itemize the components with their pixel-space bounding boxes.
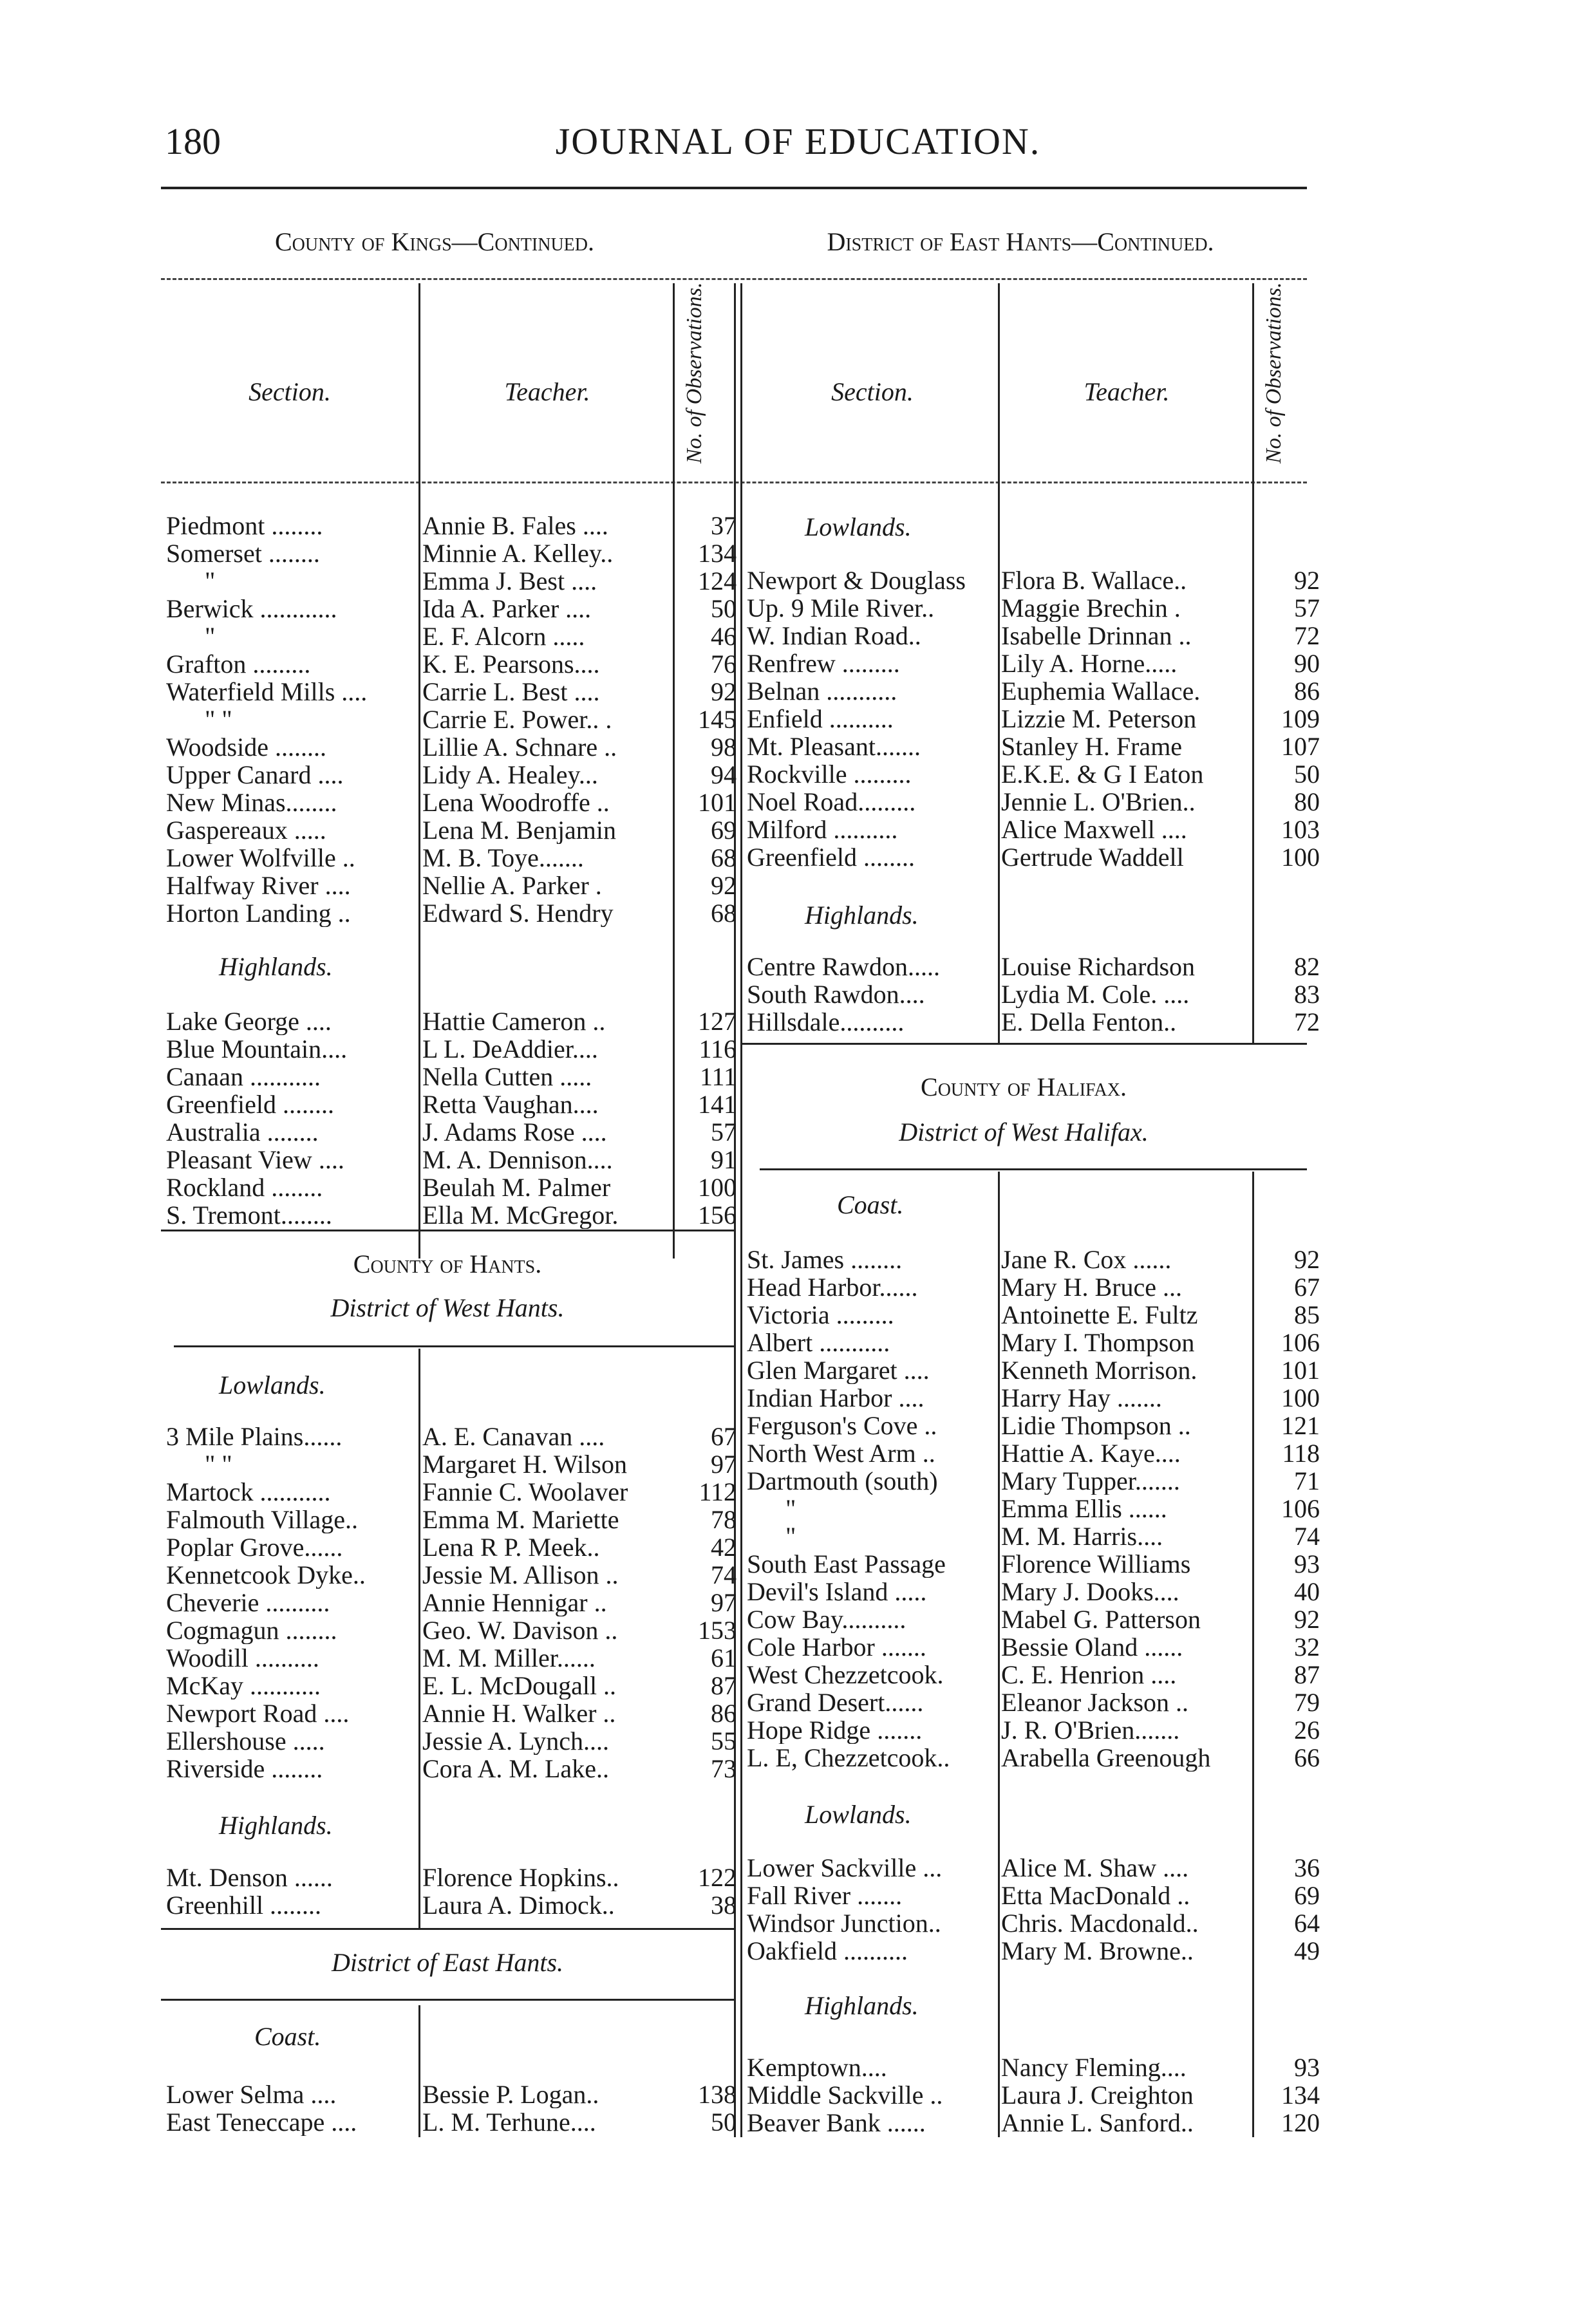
teacher-cell: L. M. Terhune.... — [422, 2108, 596, 2136]
observations-cell: 71 — [1294, 1467, 1320, 1495]
section-cell: Hope Ridge ....... — [747, 1716, 923, 1744]
section-cell: " — [785, 1495, 796, 1522]
section-cell: Hillsdale.......... — [747, 1008, 905, 1036]
east-hants-rule — [161, 1999, 734, 2001]
observations-cell: 109 — [1281, 705, 1320, 733]
section-cell: Australia ........ — [166, 1118, 319, 1146]
west-hants-title: District of West Hants. — [330, 1293, 565, 1322]
observations-cell: 92 — [711, 872, 737, 899]
observations-cell: 36 — [1294, 1854, 1320, 1882]
teacher-cell: Annie B. Fales .... — [422, 512, 608, 539]
left-teacher-header: Teacher. — [504, 377, 590, 406]
teacher-cell: Lily A. Horne..... — [1001, 650, 1178, 677]
observations-cell: 55 — [711, 1727, 737, 1755]
east-hants-title: District of East Hants. — [331, 1948, 564, 1977]
observations-cell: 49 — [1294, 1937, 1320, 1965]
teacher-cell: Annie H. Walker .. — [422, 1699, 616, 1727]
teacher-cell: L L. DeAddier.... — [422, 1035, 598, 1063]
teacher-cell: Cora A. M. Lake.. — [422, 1755, 609, 1782]
page-number: 180 — [165, 120, 221, 162]
observations-cell: 72 — [1294, 1008, 1320, 1036]
teacher-cell: Geo. W. Davison .. — [422, 1616, 618, 1644]
section-cell: " — [205, 622, 216, 650]
observations-cell: 42 — [711, 1533, 737, 1561]
left-observations-header: No. of Observations. — [682, 282, 706, 463]
teacher-cell: Nancy Fleming.... — [1001, 2054, 1187, 2081]
observations-cell: 92 — [711, 678, 737, 706]
section-cell: Horton Landing .. — [166, 899, 351, 927]
observations-cell: 116 — [699, 1035, 737, 1063]
observations-cell: 87 — [1294, 1661, 1320, 1689]
right-teacher-header: Teacher. — [1084, 377, 1170, 406]
observations-cell: 37 — [711, 512, 737, 539]
teacher-cell: Carrie E. Power.. . — [422, 706, 612, 733]
teacher-cell: M. B. Toye....... — [422, 844, 584, 872]
observations-cell: 73 — [711, 1755, 737, 1782]
section-cell: Glen Margaret .... — [747, 1356, 930, 1384]
observations-cell: 103 — [1281, 816, 1320, 843]
teacher-cell: Lillie A. Schnare .. — [422, 733, 617, 761]
teacher-cell: Florence Hopkins.. — [422, 1864, 619, 1891]
halifax-title: County of Halifax. — [921, 1072, 1127, 1101]
observations-cell: 98 — [711, 733, 737, 761]
observations-cell: 67 — [1294, 1273, 1320, 1301]
observations-cell: 78 — [711, 1506, 737, 1533]
section-cell: Ellershouse ..... — [166, 1727, 325, 1755]
section-cell: North West Arm .. — [747, 1439, 935, 1467]
center-divider-b — [740, 283, 742, 2137]
teacher-cell: E. Della Fenton.. — [1001, 1008, 1177, 1036]
left-section-header: Section. — [249, 377, 331, 406]
observations-cell: 134 — [1281, 2081, 1320, 2109]
section-cell: Riverside ........ — [166, 1755, 323, 1782]
teacher-cell: Bessie P. Logan.. — [422, 2081, 599, 2108]
observations-cell: 145 — [698, 706, 737, 733]
observations-cell: 93 — [1294, 1550, 1320, 1578]
observations-cell: 76 — [711, 650, 737, 678]
observations-cell: 80 — [1294, 788, 1320, 816]
teacher-cell: Florence Williams — [1001, 1550, 1191, 1578]
section-cell: Victoria ......... — [747, 1301, 894, 1329]
teacher-cell: Lizzie M. Peterson — [1001, 705, 1197, 733]
teacher-cell: Antoinette E. Fultz — [1001, 1301, 1198, 1329]
observations-cell: 32 — [1294, 1633, 1320, 1661]
left-top-title: County of Kings—Continued. — [275, 227, 594, 256]
section-cell: Piedmont ........ — [166, 512, 323, 539]
observations-cell: 156 — [698, 1201, 737, 1229]
section-cell: Fall River ....... — [747, 1882, 903, 1909]
west-highlands-label: Highlands. — [219, 1811, 333, 1840]
section-cell: Lower Sackville ... — [747, 1854, 943, 1882]
teacher-cell: Lydia M. Cole. .... — [1001, 980, 1190, 1008]
right-top-title: District of East Hants—Continued. — [827, 227, 1214, 256]
observations-cell: 86 — [1294, 677, 1320, 705]
section-cell: Milford .......... — [747, 816, 898, 843]
teacher-cell: Emma J. Best .... — [422, 567, 597, 595]
teacher-cell: Louise Richardson — [1001, 953, 1196, 980]
left-col-divider-1c — [418, 2005, 420, 2137]
section-cell: " " — [205, 1450, 232, 1478]
observations-cell: 40 — [1294, 1578, 1320, 1605]
teacher-cell: Lena M. Benjamin — [422, 816, 617, 844]
observations-cell: 26 — [1294, 1716, 1320, 1744]
observations-cell: 50 — [1294, 760, 1320, 788]
teacher-cell: Nella Cutten ..... — [422, 1063, 592, 1090]
teacher-cell: Emma M. Mariette — [422, 1506, 619, 1533]
section-cell: Poplar Grove...... — [166, 1533, 343, 1561]
teacher-cell: Laura A. Dimock.. — [422, 1891, 615, 1919]
section-cell: Cheverie .......... — [166, 1589, 330, 1616]
teacher-cell: Retta Vaughan.... — [422, 1090, 599, 1118]
section-cell: Somerset ........ — [166, 539, 320, 567]
teacher-cell: Mary Tupper....... — [1001, 1467, 1180, 1495]
teacher-cell: Eleanor Jackson .. — [1001, 1689, 1189, 1716]
teacher-cell: Gertrude Waddell — [1001, 843, 1184, 871]
west-lowlands-label: Lowlands. — [219, 1371, 326, 1399]
section-cell: S. Tremont........ — [166, 1201, 332, 1229]
section-cell: Rockland ........ — [166, 1174, 323, 1201]
section-cell: L. E, Chezzetcook.. — [747, 1744, 950, 1772]
observations-cell: 100 — [1281, 1384, 1320, 1412]
observations-cell: 72 — [1294, 622, 1320, 650]
section-cell: Mt. Denson ...... — [166, 1864, 333, 1891]
observations-cell: 141 — [698, 1090, 737, 1118]
teacher-cell: Ida A. Parker .... — [422, 595, 592, 622]
teacher-cell: Mary H. Bruce ... — [1001, 1273, 1183, 1301]
teacher-cell: C. E. Henrion .... — [1001, 1661, 1177, 1689]
observations-cell: 83 — [1294, 980, 1320, 1008]
observations-cell: 90 — [1294, 650, 1320, 677]
section-cell: Ferguson's Cove .. — [747, 1412, 937, 1439]
observations-cell: 94 — [711, 761, 737, 789]
observations-cell: 74 — [1294, 1522, 1320, 1550]
section-cell: Waterfield Mills .... — [166, 678, 368, 706]
section-cell: Windsor Junction.. — [747, 1909, 941, 1937]
teacher-cell: Emma Ellis ...... — [1001, 1495, 1167, 1522]
west-halifax-rule — [760, 1168, 1307, 1170]
hants-title: County of Hants. — [353, 1249, 542, 1278]
teacher-cell: Lena Woodroffe .. — [422, 789, 610, 816]
observations-cell: 61 — [711, 1644, 737, 1672]
section-cell: Halfway River .... — [166, 872, 351, 899]
observations-cell: 57 — [711, 1118, 737, 1146]
teacher-cell: Chris. Macdonald.. — [1001, 1909, 1199, 1937]
section-cell: West Chezzetcook. — [747, 1661, 944, 1689]
section-cell: " — [785, 1522, 796, 1550]
section-cell: Canaan ........... — [166, 1063, 321, 1090]
section-cell: Belnan ........... — [747, 677, 897, 705]
section-cell: Lower Selma .... — [166, 2081, 337, 2108]
east-lowlands-label: Lowlands. — [805, 512, 912, 541]
observations-cell: 86 — [711, 1699, 737, 1727]
teacher-cell: J. R. O'Brien....... — [1001, 1716, 1180, 1744]
observations-cell: 97 — [711, 1589, 737, 1616]
section-cell: Grafton ......... — [166, 650, 311, 678]
teacher-cell: Annie L. Sanford.. — [1001, 2109, 1194, 2137]
east-highlands-label: Highlands. — [805, 901, 919, 930]
teacher-cell: Hattie A. Kaye.... — [1001, 1439, 1181, 1467]
observations-cell: 87 — [711, 1672, 737, 1699]
section-cell: East Teneccape .... — [166, 2108, 357, 2136]
teacher-cell: M. A. Dennison.... — [422, 1146, 613, 1174]
section-cell: Kennetcook Dyke.. — [166, 1561, 366, 1589]
section-cell: Greenfield ........ — [166, 1090, 335, 1118]
teacher-cell: Annie Hennigar .. — [422, 1589, 607, 1616]
observations-cell: 153 — [698, 1616, 737, 1644]
halifax-top-rule — [740, 1043, 1307, 1045]
observations-cell: 112 — [699, 1478, 737, 1506]
observations-cell: 100 — [1281, 843, 1320, 871]
observations-cell: 101 — [1281, 1356, 1320, 1384]
right-section-header: Section. — [831, 377, 914, 406]
section-cell: Berwick ............ — [166, 595, 337, 622]
teacher-cell: Mary I. Thompson — [1001, 1329, 1195, 1356]
section-cell: Grand Desert...... — [747, 1689, 924, 1716]
observations-cell: 101 — [698, 789, 737, 816]
section-cell: Lower Wolfville .. — [166, 844, 355, 872]
west-hants-rule — [174, 1345, 734, 1347]
section-cell: " " — [205, 706, 232, 733]
teacher-cell: Euphemia Wallace. — [1001, 677, 1201, 705]
teacher-cell: Ella M. McGregor. — [422, 1201, 619, 1229]
teacher-cell: Arabella Greenough — [1001, 1744, 1211, 1772]
observations-cell: 93 — [1294, 2054, 1320, 2081]
teacher-cell: Lena R P. Meek.. — [422, 1533, 600, 1561]
section-cell: Martock ........... — [166, 1478, 331, 1506]
teacher-cell: Alice M. Shaw .... — [1001, 1854, 1189, 1882]
observations-cell: 91 — [711, 1146, 737, 1174]
teacher-cell: Harry Hay ....... — [1001, 1384, 1162, 1412]
observations-cell: 106 — [1281, 1495, 1320, 1522]
section-cell: South East Passage — [747, 1550, 946, 1578]
observations-cell: 82 — [1294, 953, 1320, 980]
teacher-cell: E. L. McDougall .. — [422, 1672, 617, 1699]
observations-cell: 68 — [711, 844, 737, 872]
kings-highlands-label: Highlands. — [219, 952, 333, 981]
teacher-cell: Jessie M. Allison .. — [422, 1561, 619, 1589]
section-cell: Centre Rawdon..... — [747, 953, 940, 980]
halifax-highlands-label: Highlands. — [805, 1991, 919, 2020]
observations-cell: 121 — [1281, 1412, 1320, 1439]
teacher-cell: Margaret H. Wilson — [422, 1450, 627, 1478]
section-cell: St. James ........ — [747, 1246, 903, 1273]
observations-cell: 106 — [1281, 1329, 1320, 1356]
section-cell: 3 Mile Plains...... — [166, 1423, 343, 1450]
east-hants-top-rule — [161, 1928, 734, 1930]
section-cell: Woodside ........ — [166, 733, 326, 761]
section-cell: Renfrew ......... — [747, 650, 900, 677]
top-dashed-rule — [161, 278, 1307, 280]
section-cell: " — [205, 567, 216, 595]
section-cell: Beaver Bank ...... — [747, 2109, 926, 2137]
observations-cell: 85 — [1294, 1301, 1320, 1329]
section-cell: Noel Road......... — [747, 788, 916, 816]
section-cell: New Minas........ — [166, 789, 337, 816]
section-cell: Devil's Island ..... — [747, 1578, 927, 1605]
teacher-cell: E.K.E. & G I Eaton — [1001, 760, 1204, 788]
observations-cell: 97 — [711, 1450, 737, 1478]
teacher-cell: M. M. Harris.... — [1001, 1522, 1163, 1550]
teacher-cell: Flora B. Wallace.. — [1001, 566, 1187, 594]
section-cell: Albert ........... — [747, 1329, 890, 1356]
section-cell: Newport & Douglass — [747, 566, 966, 594]
teacher-cell: Carrie L. Best .... — [422, 678, 600, 706]
teacher-cell: Fannie C. Woolaver — [422, 1478, 628, 1506]
west-halifax-title: District of West Halifax. — [899, 1118, 1149, 1146]
teacher-cell: Maggie Brechin . — [1001, 594, 1181, 622]
teacher-cell: Bessie Oland ...... — [1001, 1633, 1183, 1661]
observations-cell: 127 — [698, 1007, 737, 1035]
section-cell: South Rawdon.... — [747, 980, 925, 1008]
section-cell: Greenfield ........ — [747, 843, 915, 871]
observations-cell: 66 — [1294, 1744, 1320, 1772]
right-observations-header: No. of Observations. — [1262, 282, 1286, 463]
section-cell: Up. 9 Mile River.. — [747, 594, 935, 622]
right-col-divider-1a — [998, 283, 1000, 1043]
journal-title: JOURNAL OF EDUCATION. — [555, 120, 1041, 162]
observations-cell: 69 — [711, 816, 737, 844]
section-cell: Blue Mountain.... — [166, 1035, 348, 1063]
east-coast-label: Coast. — [254, 2022, 321, 2051]
observations-cell: 68 — [711, 899, 737, 927]
teacher-cell: Lidie Thompson .. — [1001, 1412, 1191, 1439]
section-cell: Dartmouth (south) — [747, 1467, 938, 1495]
hants-top-rule — [161, 1230, 734, 1231]
teacher-cell: Isabelle Drinnan .. — [1001, 622, 1192, 650]
teacher-cell: Alice Maxwell .... — [1001, 816, 1187, 843]
left-col-divider-1 — [418, 283, 420, 1258]
teacher-cell: Edward S. Hendry — [422, 899, 614, 927]
observations-cell: 122 — [698, 1864, 737, 1891]
section-cell: Newport Road .... — [166, 1699, 350, 1727]
observations-cell: 79 — [1294, 1689, 1320, 1716]
teacher-cell: Mary M. Browne.. — [1001, 1937, 1194, 1965]
observations-cell: 50 — [711, 595, 737, 622]
teacher-cell: Jane R. Cox ...... — [1001, 1246, 1172, 1273]
section-cell: Rockville ......... — [747, 760, 912, 788]
observations-cell: 100 — [698, 1174, 737, 1201]
observations-cell: 118 — [1282, 1439, 1320, 1467]
section-cell: Kemptown.... — [747, 2054, 887, 2081]
observations-cell: 111 — [699, 1063, 737, 1090]
left-col-divider-1b — [418, 1349, 420, 1928]
section-cell: Cole Harbor ....... — [747, 1633, 926, 1661]
section-cell: Lake George .... — [166, 1007, 332, 1035]
teacher-cell: Jennie L. O'Brien.. — [1001, 788, 1196, 816]
section-cell: Falmouth Village.. — [166, 1506, 358, 1533]
section-cell: Gaspereaux ..... — [166, 816, 326, 844]
teacher-cell: Lidy A. Healey... — [422, 761, 598, 789]
section-cell: Woodill .......... — [166, 1644, 319, 1672]
section-cell: McKay ........... — [166, 1672, 321, 1699]
observations-cell: 134 — [698, 539, 737, 567]
section-cell: Greenhill ........ — [166, 1891, 322, 1919]
teacher-cell: Laura J. Creighton — [1001, 2081, 1194, 2109]
observations-cell: 67 — [711, 1423, 737, 1450]
section-cell: Oakfield .......... — [747, 1937, 908, 1965]
observations-cell: 92 — [1294, 1246, 1320, 1273]
section-cell: Middle Sackville .. — [747, 2081, 943, 2109]
teacher-cell: Stanley H. Frame — [1001, 733, 1183, 760]
teacher-cell: A. E. Canavan .... — [422, 1423, 605, 1450]
observations-cell: 50 — [711, 2108, 737, 2136]
observations-cell: 107 — [1281, 733, 1320, 760]
section-cell: Pleasant View .... — [166, 1146, 344, 1174]
section-cell: Upper Canard .... — [166, 761, 344, 789]
observations-cell: 46 — [711, 622, 737, 650]
halifax-coast-label: Coast. — [837, 1190, 904, 1219]
right-col-divider-1b — [998, 1172, 1000, 2137]
observations-cell: 69 — [1294, 1882, 1320, 1909]
teacher-cell: Etta MacDonald .. — [1001, 1882, 1190, 1909]
section-cell: Cow Bay.......... — [747, 1605, 906, 1633]
section-cell: Head Harbor...... — [747, 1273, 918, 1301]
teacher-cell: J. Adams Rose .... — [422, 1118, 607, 1146]
teacher-cell: Nellie A. Parker . — [422, 872, 602, 899]
teacher-cell: Beulah M. Palmer — [422, 1174, 611, 1201]
teacher-cell: Hattie Cameron .. — [422, 1007, 606, 1035]
section-cell: Indian Harbor .... — [747, 1384, 925, 1412]
section-cell: W. Indian Road.. — [747, 622, 921, 650]
observations-cell: 64 — [1294, 1909, 1320, 1937]
teacher-cell: K. E. Pearsons.... — [422, 650, 600, 678]
observations-cell: 57 — [1294, 594, 1320, 622]
header-rule — [161, 187, 1307, 189]
observations-cell: 74 — [711, 1561, 737, 1589]
teacher-cell: Minnie A. Kelley.. — [422, 539, 614, 567]
section-cell: Mt. Pleasant....... — [747, 733, 921, 760]
teacher-cell: E. F. Alcorn ..... — [422, 622, 585, 650]
teacher-cell: Kenneth Morrison. — [1001, 1356, 1197, 1384]
section-cell: Enfield .......... — [747, 705, 894, 733]
teacher-cell: Jessie A. Lynch.... — [422, 1727, 609, 1755]
observations-cell: 138 — [698, 2081, 737, 2108]
teacher-cell: Mabel G. Patterson — [1001, 1605, 1201, 1633]
teacher-cell: M. M. Miller...... — [422, 1644, 596, 1672]
section-cell: Cogmagun ........ — [166, 1616, 337, 1644]
observations-cell: 120 — [1281, 2109, 1320, 2137]
teacher-cell: Mary J. Dooks.... — [1001, 1578, 1179, 1605]
observations-cell: 92 — [1294, 1605, 1320, 1633]
observations-cell: 124 — [698, 567, 737, 595]
halifax-lowlands-label: Lowlands. — [805, 1800, 912, 1829]
observations-cell: 92 — [1294, 566, 1320, 594]
observations-cell: 38 — [711, 1891, 737, 1919]
